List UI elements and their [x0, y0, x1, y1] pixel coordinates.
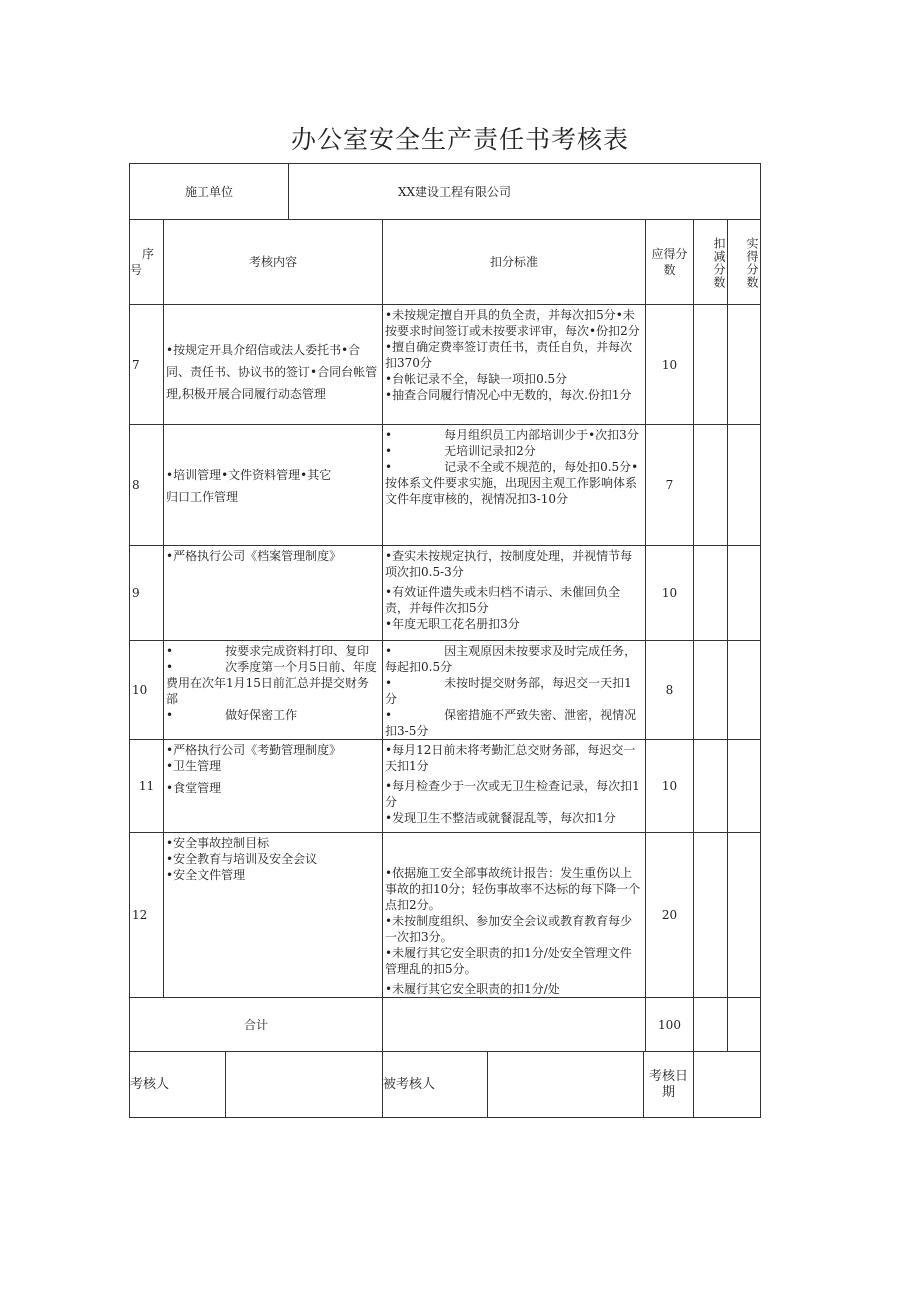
table-row	[130, 546, 761, 641]
bullet: •	[166, 708, 174, 722]
table-row	[130, 425, 761, 546]
row-seq: 10	[130, 641, 164, 740]
header-row	[130, 220, 761, 305]
page-title: 办公室安全生产责任书考核表	[290, 125, 629, 154]
standard-line: •未按制度组织、参加安全会议或教育教育每少一次扣3分。	[385, 914, 633, 944]
date-label: 考核日期	[644, 1052, 694, 1118]
unit-row	[130, 164, 761, 220]
standard-line: •未履行其它安全职责的扣1分/处	[385, 982, 560, 996]
row-content	[164, 425, 383, 546]
header-seq-bottom: 号	[130, 263, 143, 277]
table-row	[130, 641, 761, 740]
bullet: •	[385, 644, 393, 658]
row-seq: 11	[130, 740, 164, 833]
row-seq: 12	[130, 833, 164, 998]
row-standard	[383, 740, 646, 833]
bullet: •	[385, 428, 393, 442]
content-line: •安全教育与培训及安全会议	[166, 852, 318, 866]
standard-line: 未按时提交财务部，每迟交一天扣1分	[385, 676, 632, 706]
standard-line: •查实未按规定执行，按制度处理，并视情节每项次扣0.5-3分	[385, 549, 633, 579]
row-points: 20	[646, 833, 694, 998]
standard-line: •台帐记录不全，每缺一项扣0.5分	[385, 372, 568, 386]
bullet: •	[166, 644, 174, 658]
total-row	[130, 998, 761, 1052]
row-actual	[728, 833, 761, 998]
row-standard	[383, 833, 646, 998]
bullet: •	[385, 460, 393, 474]
content-line: 按要求完成资料打印、复印	[225, 644, 370, 658]
row-points: 10	[646, 305, 694, 425]
standard-line: •年度无职工花名册扣3分	[385, 617, 520, 631]
content-line: •严格执行公司《考勤管理制度》	[166, 743, 342, 757]
bullet: •	[385, 444, 393, 458]
standard-line: 每月组织员工内部培训少于•次扣3分	[444, 428, 639, 442]
assessee-label: 被考核人	[383, 1052, 488, 1118]
content-line: 次季度第一个月5日前、年度费用在次年1月15日前汇总并提交财务部	[166, 660, 377, 706]
date-field[interactable]	[694, 1052, 761, 1118]
row-deduct	[694, 833, 728, 998]
bullet: •	[385, 676, 393, 690]
row-actual	[728, 546, 761, 641]
row-content	[164, 546, 383, 641]
row-deduct	[694, 740, 728, 833]
row-standard	[383, 305, 646, 425]
standard-line: •发现卫生不整洁或就餐混乱等，每次扣1分	[385, 811, 616, 825]
row-actual	[728, 641, 761, 740]
bullet: •	[385, 708, 393, 722]
content-line: •培训管理•文件资料管理•其它归口工作管理	[166, 468, 332, 504]
row-seq: 8	[130, 425, 164, 546]
standard-line: •每月12日前未将考勤汇总交财务部，每迟交一天扣1分	[385, 743, 636, 773]
row-standard	[383, 641, 646, 740]
standard-line: 保密措施不严致失密、泄密，视情况扣3-5分	[385, 708, 637, 738]
row-points: 10	[646, 546, 694, 641]
row-actual	[728, 425, 761, 546]
standard-line: 因主观原因未按要求及时完成任务，每起扣0.5分	[385, 644, 637, 674]
total-standard-empty	[383, 998, 646, 1052]
row-points: 7	[646, 425, 694, 546]
content-line: •按规定开具介绍信或法人委托书•合同、责任书、协议书的签订•合同台帐管理,积极开展合同履行动态管理	[166, 342, 378, 401]
row-deduct	[694, 425, 728, 546]
bullet: •	[166, 660, 174, 674]
unit-label: 施工单位	[130, 164, 289, 220]
assessee-field[interactable]	[488, 1052, 644, 1118]
row-seq: 9	[130, 546, 164, 641]
content-line: •严格执行公司《档案管理制度》	[166, 549, 342, 563]
row-actual	[728, 740, 761, 833]
row-standard	[383, 425, 646, 546]
header-standard: 扣分标准	[383, 220, 646, 305]
standard-line: •未履行其它安全职责的扣1分/处安全管理文件管理乱的扣5分。	[385, 946, 632, 976]
row-content	[164, 833, 383, 998]
total-deduct	[694, 998, 728, 1052]
header-actual: 实得分数	[728, 220, 761, 305]
standard-line: 无培训记录扣2分	[444, 444, 536, 458]
total-actual	[728, 998, 761, 1052]
content-line: •安全事故控制目标	[166, 836, 270, 850]
standard-line: •依据施工安全部事故统计报告：发生重伤以上事故的扣10分；轻伤事故率不达标的每下降一个点扣2分。	[385, 866, 641, 912]
total-points: 100	[646, 998, 694, 1052]
assessor-field[interactable]	[226, 1052, 383, 1118]
row-deduct	[694, 641, 728, 740]
row-deduct	[694, 546, 728, 641]
row-content	[164, 641, 383, 740]
assessor-label: 考核人	[130, 1052, 226, 1118]
standard-line: •未按规定擅自开具的负全责，并每次扣5分•未按要求时间签订或未按要求评审，每次•份扣2分•擅自确定费率签订责任书，责任自负，并每次扣370分	[385, 308, 640, 370]
header-deduct: 扣减分数	[694, 220, 728, 305]
content-line: •卫生管理	[166, 759, 222, 773]
header-seq	[130, 220, 164, 305]
row-content	[164, 305, 383, 425]
total-label: 合计	[130, 998, 383, 1052]
row-content	[164, 740, 383, 833]
row-actual	[728, 305, 761, 425]
table-row	[130, 740, 761, 833]
row-points: 10	[646, 740, 694, 833]
standard-line: •抽查合同履行情况心中无数的，每次.份扣1分	[385, 388, 632, 402]
table-row	[130, 833, 761, 998]
standard-line: 记录不全或不规范的，每处扣0.5分•按体系文件要求实施，出现因主观工作影响体系文件年度审核的，视情况扣3-10分	[385, 460, 639, 506]
row-standard	[383, 546, 646, 641]
table-row	[130, 305, 761, 425]
header-seq-top: 序	[142, 247, 155, 261]
row-points: 8	[646, 641, 694, 740]
assessment-table	[129, 163, 761, 1118]
standard-line: •每月检查少于一次或无卫生检查记录，每次扣1分	[385, 779, 640, 809]
content-line: 做好保密工作	[225, 708, 298, 722]
row-deduct	[694, 305, 728, 425]
row-seq: 7	[130, 305, 164, 425]
content-line: •食堂管理	[166, 781, 222, 795]
unit-value: XX建设工程有限公司	[289, 164, 761, 220]
signature-row	[130, 1052, 761, 1118]
header-points: 应得分数	[646, 220, 694, 305]
content-line: •安全文件管理	[166, 868, 246, 882]
header-content: 考核内容	[164, 220, 383, 305]
standard-line: •有效证件遗失或未归档不请示、未催回负全责，并每件次扣5分	[385, 585, 621, 615]
